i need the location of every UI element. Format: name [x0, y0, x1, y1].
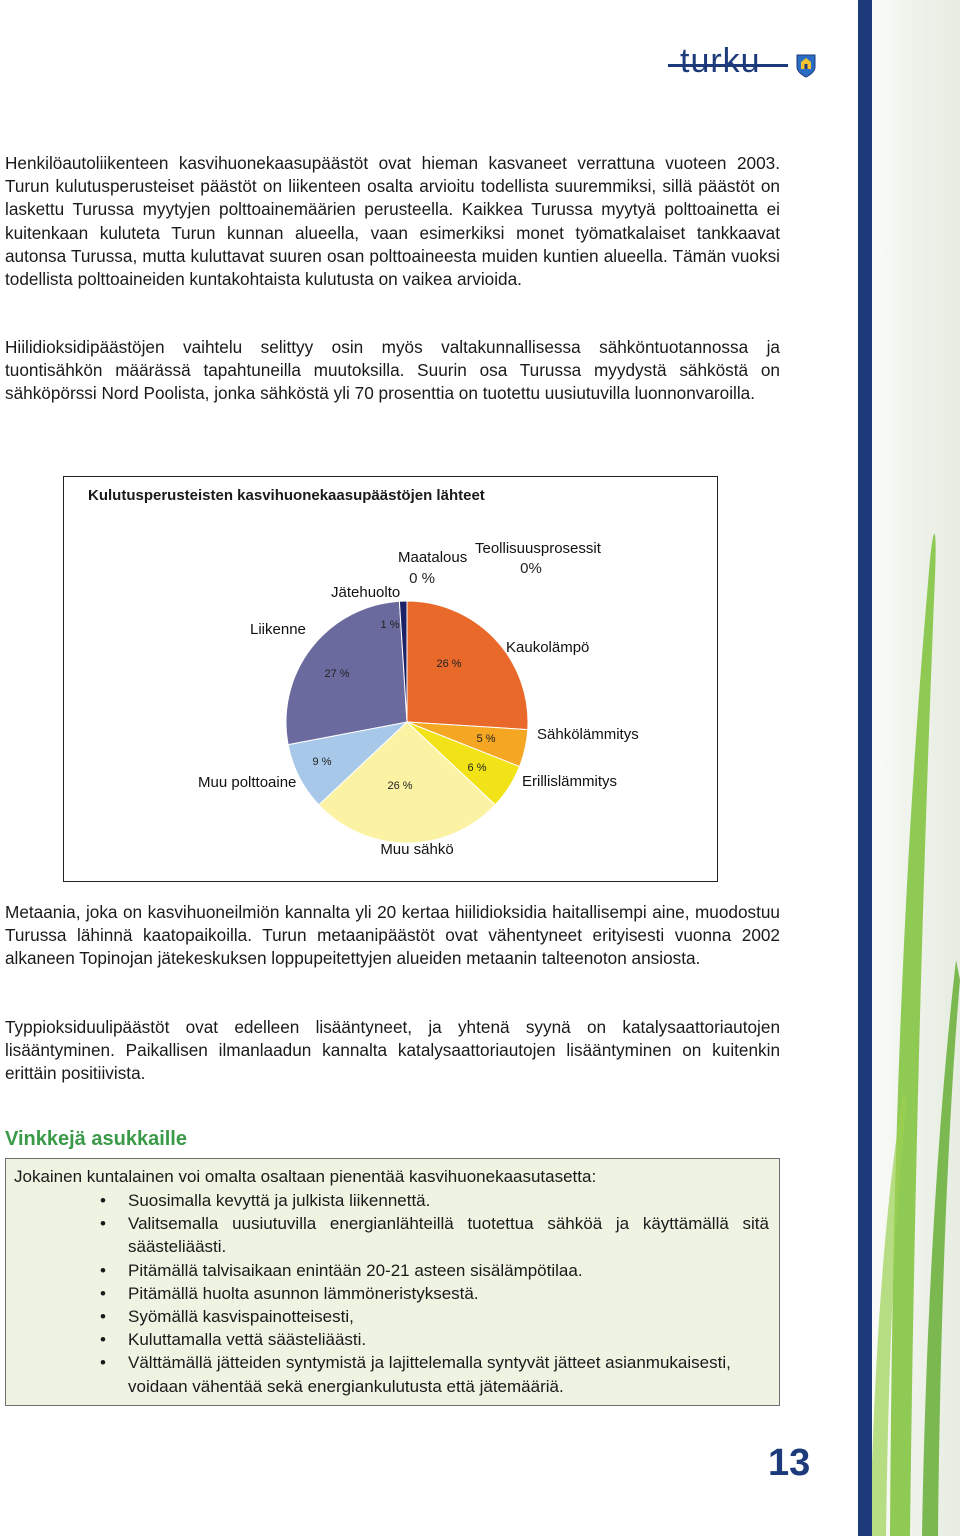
tip-text: Välttämällä jätteiden syntymistä ja lajittelemalla syntyvät jätteet asianmukaisesti, voidaan vähentää sekä energiankulutusta että jätemääriä.: [128, 1353, 731, 1396]
tip-text: Pitämällä huolta asunnon lämmöneristyksestä.: [128, 1283, 479, 1303]
turku-logo: [668, 40, 818, 82]
bullet: •: [100, 1191, 106, 1210]
slice-name-erillislammitys: Erillislämmitys: [522, 773, 617, 790]
paragraph-nitrous-oxide: Typpioksiduulipäästöt ovat edelleen lisääntyneet, ja yhtenä syynä on katalysaattoriautojen lisääntyminen. Paikallisen ilmanlaadun kannalta katalysaattoriautojen lisääntyminen on kuitenkin erittäin positiivista.: [5, 1017, 780, 1084]
slice-name-jatehuolto: Jätehuolto: [331, 584, 401, 601]
tips-intro: Jokainen kuntalainen voi omalta osaltaan pienentää kasvihuonekaasutasetta:: [14, 1167, 597, 1186]
list-item: [6, 1189, 779, 1212]
list-item: [6, 1212, 779, 1258]
tip-text: Valitsemalla uusiutuvilla energianlähteillä tuotettua sähköä ja käyttämällä sitä säästeliäästi.: [128, 1214, 769, 1257]
pie-slice-kaukolampo: [407, 601, 528, 730]
list-item: [6, 1328, 779, 1351]
page-number: 13: [768, 1442, 811, 1484]
slice-value-muu-polttoaine: 9 %: [312, 756, 332, 768]
bullet: •: [100, 1330, 106, 1350]
bullet: •: [100, 1260, 106, 1280]
slice-value-erillislammitys: 6 %: [467, 762, 487, 774]
bullet: •: [100, 1307, 106, 1327]
tip-text: Syömällä kasvispainotteisesti,: [128, 1307, 354, 1327]
tips-box: [5, 1158, 780, 1406]
slice-name-sahkolammitys: Sähkölämmitys: [537, 726, 639, 743]
chart-title: Kulutusperusteisten kasvihuonekaasupäästöjen lähteet: [88, 487, 485, 504]
list-item: [6, 1282, 779, 1305]
bullet: •: [100, 1353, 106, 1373]
tips-list: [6, 1189, 779, 1398]
slice-name-liikenne: Liikenne: [250, 621, 306, 638]
slice-name-maatalous: Maatalous: [398, 549, 468, 566]
list-item: [6, 1305, 779, 1328]
slice-value-maatalous: 0 %: [409, 570, 435, 587]
grass-illustration: [830, 0, 960, 1536]
city-crest-icon: [796, 54, 816, 78]
list-item: [6, 1259, 779, 1282]
slice-value-sahkolammitys: 5 %: [476, 733, 496, 745]
tip-text: Kuluttamalla vettä säästeliäästi.: [128, 1330, 367, 1350]
side-blue-bar: [858, 0, 872, 1536]
bullet: •: [100, 1214, 106, 1234]
tips-heading: Vinkkejä asukkaille: [5, 1128, 187, 1150]
slice-value-muu-sahko: 26 %: [387, 780, 413, 792]
pie-svg: [64, 477, 717, 881]
slice-name-kaukolampo: Kaukolämpö: [506, 639, 590, 656]
tip-text: Suosimalla kevyttä ja julkista liikennettä.: [128, 1191, 431, 1210]
logo-text: turku: [680, 42, 761, 80]
paragraph-methane: Metaania, joka on kasvihuoneilmiön kannalta yli 20 kertaa hiilidioksidia haitallisempi aine, muodostuu Turussa lähinnä kaatopaikoilla. Turun metaanipäästöt ovat vähentyneet erityisesti vuonna 2002 alkaneen Topinojan jätekeskuksen loppupeitettyjen alueiden metaanin talteenoton ansiosta.: [5, 902, 780, 969]
bullet: •: [100, 1283, 106, 1303]
paragraph-co2-variation: Hiilidioksidipäästöjen vaihtelu selittyy osin myös valtakunnallisessa sähköntuotannossa ja tuontisähkön määrässä tapahtuneilla muutoksilla. Suurin osa Turussa myydystä sähköstä on sähköpörssi Nord Poolista, jonka sähköstä yli 70 prosenttia on tuotettu uusiutuvilla luonnonvaroilla.: [5, 337, 780, 404]
slice-value-teollisuusprosessit: 0%: [520, 560, 542, 577]
slice-name-muu-sahko: Muu sähkö: [380, 841, 454, 858]
slice-name-muu-polttoaine: Muu polttoaine: [198, 774, 297, 791]
paragraph-traffic-emissions: Henkilöautoliikenteen kasvihuonekaasupäästöt ovat hieman kasvaneet verrattuna vuoteen 2003. Turun kulutusperusteiset päästöt on liikenteen osalta arvioitu todellista suuremmiksi, sillä päästöt on laskettu Turussa myytyjen polttoainemäärien perusteella. Kaikkea Turussa myytyä polttoainetta ei kuitenkaan kuluteta Turun kunnan alueella, vaan esimerkiksi monet työmatkalaiset tankkaavat autonsa Turussa, mutta kuluttavat suuren osan polttoaineesta muiden kuntien alueella. Tämän vuoksi todellista polttoaineiden kuntakohtaista kulutusta on vaikea arvioida.: [5, 153, 780, 290]
tip-text: Pitämällä talvisaikaan enintään 20-21 asteen sisälämpötilaa.: [128, 1260, 583, 1280]
emissions-pie-chart: [63, 476, 718, 882]
slice-value-jatehuolto: 1 %: [380, 619, 400, 631]
slice-name-teollisuusprosessit: Teollisuusprosessit: [475, 540, 601, 557]
list-item: [6, 1351, 779, 1397]
slice-value-liikenne: 27 %: [324, 668, 350, 680]
slice-value-kaukolampo: 26 %: [436, 658, 462, 670]
